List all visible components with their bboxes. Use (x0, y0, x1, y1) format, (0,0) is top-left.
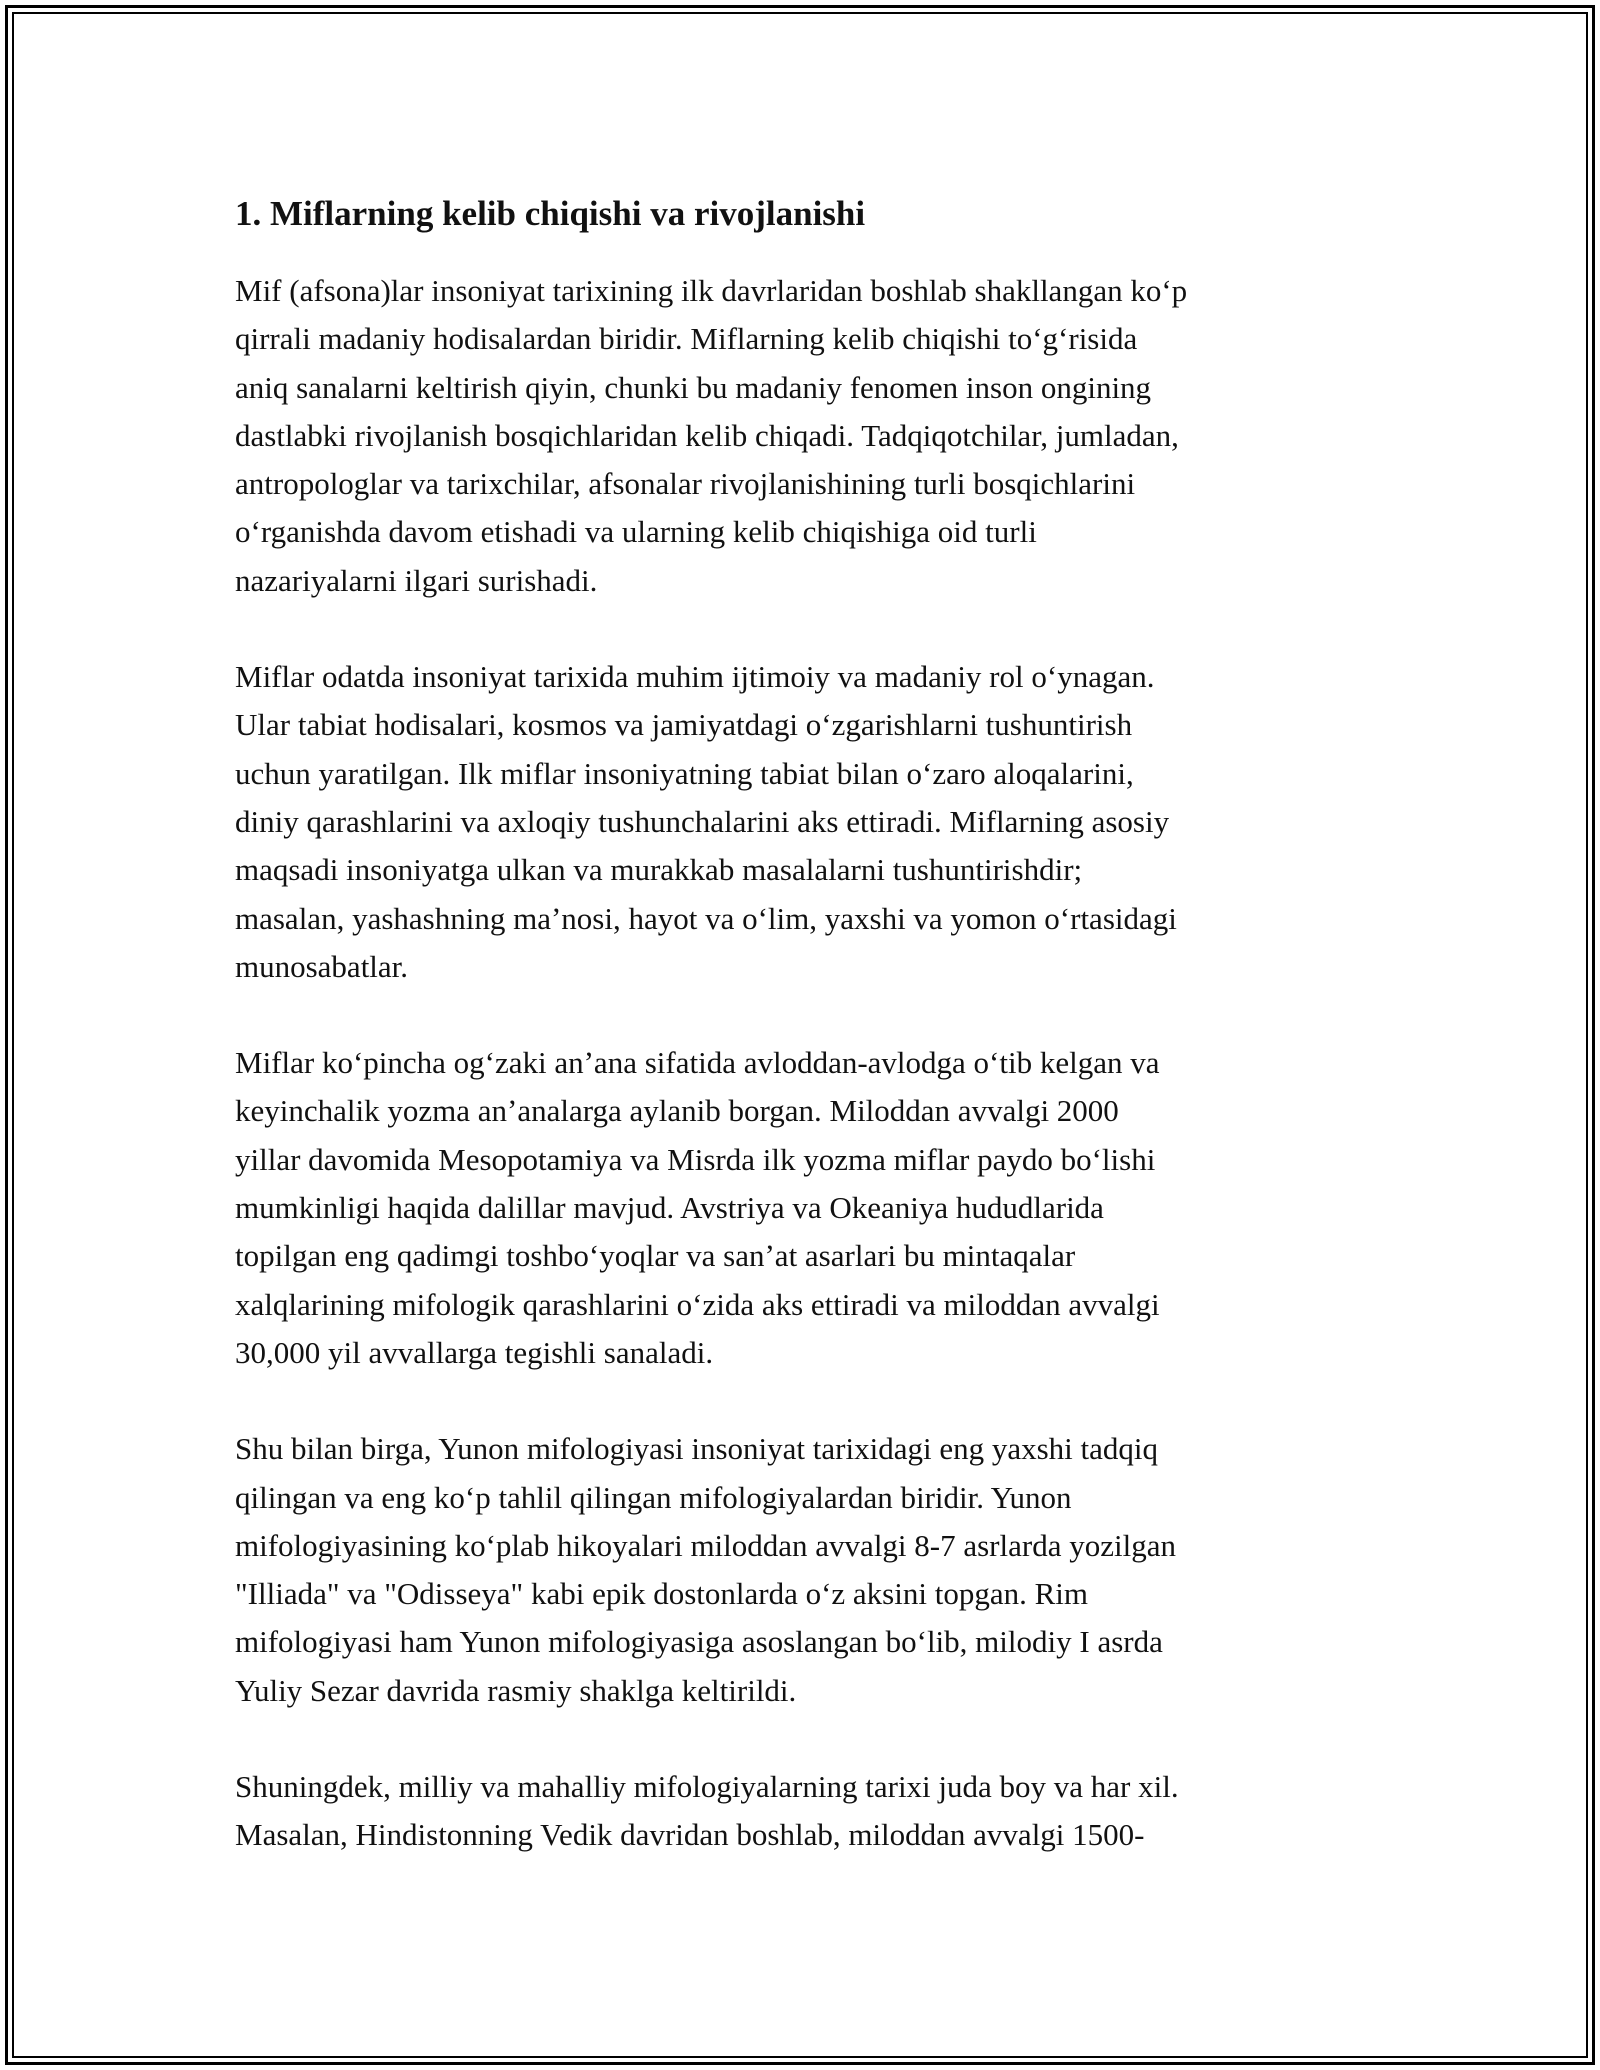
section-heading: 1. Miflarning kelib chiqishi va rivojlanishi (235, 194, 866, 233)
text-line: keyinchalik yozma anʼanalarga aylanib borgan. Miloddan avvalgi 2000 (235, 1093, 1119, 1129)
paragraph-1 (235, 267, 1385, 605)
text-line: Ular tabiat hodisalari, kosmos va jamiyatdagi oʻzgarishlarni tushuntirish (235, 707, 1133, 743)
text-line: yillar davomida Mesopotamiya va Misrda ilk yozma miflar paydo boʻlishi (235, 1141, 1156, 1177)
text-line: topilgan eng qadimgi toshboʻyoqlar va sanʼat asarlari bu mintaqalar (235, 1238, 1076, 1274)
paragraph-4 (235, 1425, 1385, 1715)
text-line: qirrali madaniy hodisalardan biridir. Miflarning kelib chiqishi toʻgʻrisida (235, 321, 1138, 357)
text-line: maqsadi insoniyatga ulkan va murakkab masalalarni tushuntirishdir; (235, 852, 1083, 888)
paragraph-2 (235, 653, 1385, 991)
text-line: Masalan, Hindistonning Vedik davridan boshlab, miloddan avvalgi 1500- (235, 1817, 1145, 1853)
text-line: diniy qarashlarini va axloqiy tushunchalarini aks ettiradi. Miflarning asosiy (235, 803, 1170, 839)
document-body (235, 185, 1385, 1908)
text-line: mifologiyasi ham Yunon mifologiyasiga asoslangan boʻlib, milodiy I asrda (235, 1624, 1163, 1660)
text-line: Shuningdek, milliy va mahalliy mifologiyalarning tarixi juda boy va har xil. (235, 1769, 1179, 1805)
text-line: dastlabki rivojlanish bosqichlaridan kelib chiqadi. Tadqiqotchilar, jumladan, (235, 417, 1179, 453)
text-line: uchun yaratilgan. Ilk miflar insoniyatning tabiat bilan oʻzaro aloqalarini, (235, 755, 1134, 791)
text-line: 30,000 yil avvallarga tegishli sanaladi. (235, 1334, 714, 1370)
paragraph-3 (235, 1039, 1385, 1377)
text-line: nazariyalarni ilgari surishadi. (235, 562, 598, 598)
text-line: Shu bilan birga, Yunon mifologiyasi insoniyat tarixidagi eng yaxshi tadqiq (235, 1431, 1159, 1467)
text-line: aniq sanalarni keltirish qiyin, chunki bu madaniy fenomen inson ongining (235, 369, 1152, 405)
text-line: masalan, yashashning maʼnosi, hayot va oʻlim, yaxshi va yomon oʻrtasidagi (235, 900, 1177, 936)
text-line: mumkinligi haqida dalillar mavjud. Avstriya va Okeaniya hududlarida (235, 1190, 1104, 1226)
text-line: Yuliy Sezar davrida rasmiy shaklga keltirildi. (235, 1672, 797, 1708)
text-line: oʻrganishda davom etishadi va ularning kelib chiqishiga oid turli (235, 514, 1037, 550)
text-line: Mif (afsona)lar insoniyat tarixining ilk davrlaridan boshlab shakllangan koʻp (235, 273, 1188, 308)
text-line: qilingan va eng koʻp tahlil qilingan mifologiyalardan biridir. Yunon (235, 1479, 1072, 1515)
text-line: "Illiada" va "Odisseya" kabi epik dostonlarda oʻz aksini topgan. Rim (235, 1576, 1088, 1612)
text-line: Miflar odatda insoniyat tarixida muhim ijtimoiy va madaniy rol oʻynagan. (235, 659, 1155, 695)
text-line: Miflar koʻpincha ogʻzaki anʼana sifatida avloddan-avlodga oʻtib kelgan va (235, 1045, 1160, 1081)
paragraph-5 (235, 1763, 1385, 1860)
text-line: xalqlarining mifologik qarashlarini oʻzida aks ettiradi va miloddan avvalgi (235, 1286, 1160, 1322)
text-line: mifologiyasining koʻplab hikoyalari miloddan avvalgi 8-7 asrlarda yozilgan (235, 1527, 1176, 1563)
text-line: munosabatlar. (235, 948, 409, 984)
text-line: antropologlar va tarixchilar, afsonalar rivojlanishining turli bosqichlarini (235, 466, 1136, 502)
